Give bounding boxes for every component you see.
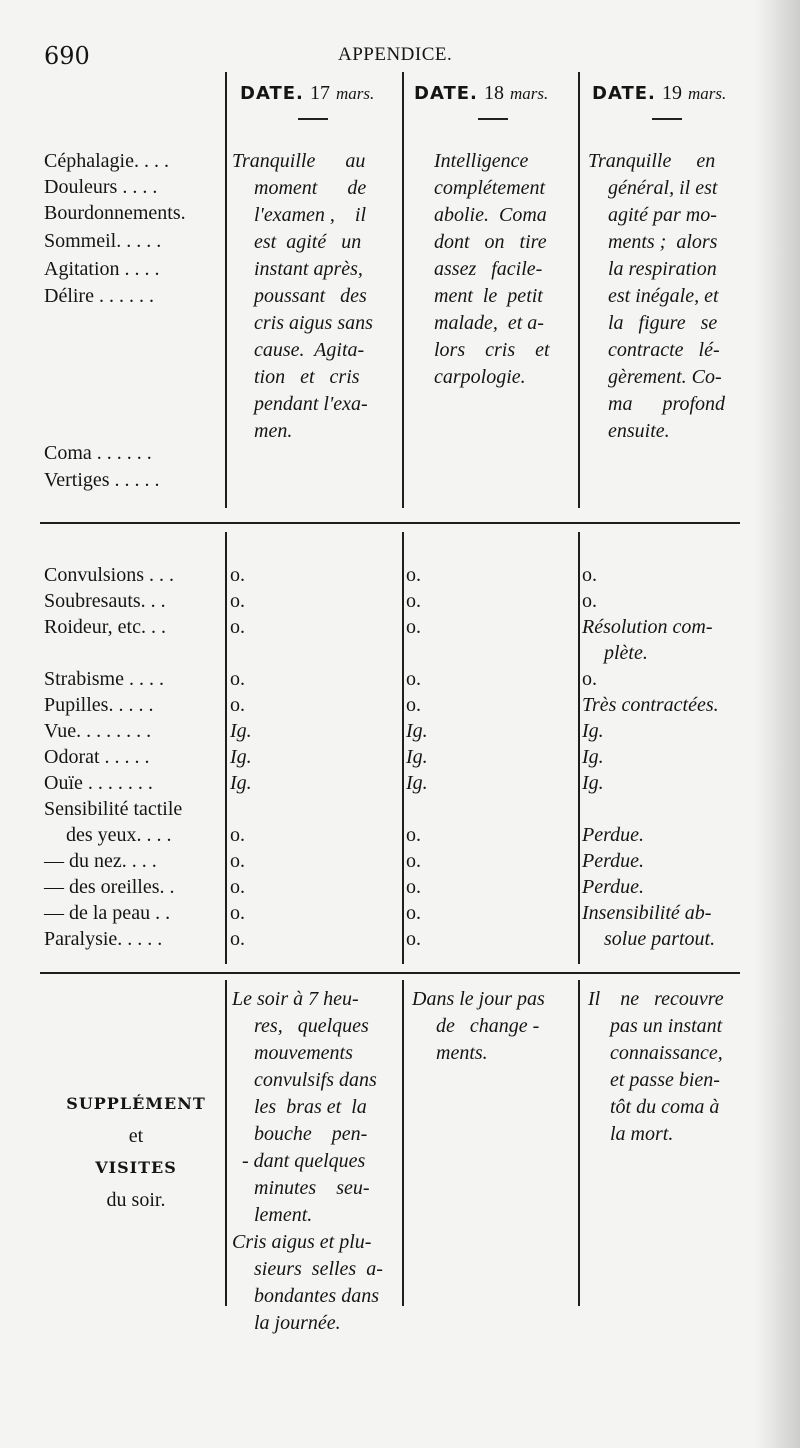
text-line: convulsifs dans [254,1069,377,1091]
value-soubresauts-17: o. [230,590,245,612]
text-line: la mort. [610,1123,674,1145]
value-des-oreilles-17: o. [230,876,245,898]
text-line: - dant quelques [242,1150,366,1172]
row-label-agitation: Agitation . . . . [44,258,160,280]
row-label-soubresauts: Soubresauts. . . [44,590,166,612]
text-line: Tranquille au [232,150,366,172]
value-des-oreilles-18: o. [406,876,421,898]
value-roideur-19: Résolution com- [582,616,713,638]
row-label-ouie: Ouïe . . . . . . . [44,772,153,794]
supplement-label [44,1094,228,1212]
evening-19-mars [588,986,724,1148]
text-line: abolie. Coma [434,204,547,226]
value-convulsions-19: o. [582,564,597,586]
value-ouie-18: Ig. [406,772,428,794]
value-soubresauts-18: o. [406,590,421,612]
text-line: moment de [254,177,367,199]
observation-17-mars [232,148,373,445]
row-label-strabisme: Strabisme . . . . [44,668,164,690]
value-roideur-18: o. [406,616,421,638]
text-line: Il ne recouvre [588,988,724,1010]
text-line: gèrement. Co- [608,366,722,388]
row-label-odorat: Odorat . . . . . [44,746,150,768]
date-header-1 [240,82,374,105]
date-day: 19 [661,82,682,104]
row-label-des-yeux: des yeux. . . . [66,824,172,846]
column-rule-2c [402,980,404,1306]
value-de-la-peau-19: Insensibilité ab- [582,902,712,924]
value-convulsions-18: o. [406,564,421,586]
text-line: poussant des [254,285,367,307]
value-des-yeux-19: Perdue. [582,824,645,846]
row-label-delire: Délire . . . . . . [44,285,154,307]
text-line: cris aigus sans [254,312,373,334]
value-vue-17: Ig. [230,720,252,742]
value-pupilles-17: o. [230,694,245,716]
running-title: APPENDICE. [338,44,453,65]
value-vue-18: Ig. [406,720,428,742]
section-divider-1 [40,522,740,524]
value-convulsions-17: o. [230,564,245,586]
value-strabisme-18: o. [406,668,421,690]
row-label-paralysie: Paralysie. . . . . [44,928,163,950]
text-line: est agité un [254,231,362,253]
text-line: instant après, [254,258,363,280]
text-line: pas un instant [610,1015,723,1037]
text-line: sieurs selles a- [254,1258,383,1280]
text-line: ensuite. [608,420,670,442]
text-line: les bras et la [254,1096,367,1118]
text-line: dont on tire [434,231,547,253]
text-line: bondantes dans [254,1285,379,1307]
value-du-nez-17: o. [230,850,245,872]
text-line: carpologie. [434,366,526,388]
date-day: 17 [309,82,330,104]
column-rule-2b [402,532,404,964]
text-line: est inégale, et [608,285,719,307]
text-line: Le soir à 7 heu- [232,988,359,1010]
text-line: tion et cris [254,366,360,388]
date-label: DATE. [592,83,656,104]
text-line: cause. Agita- [254,339,365,361]
value-des-yeux-17: o. [230,824,245,846]
page-number: 690 [44,42,90,70]
text-line: assez facile- [434,258,543,280]
value-ouie-17: Ig. [230,772,252,794]
header-dash-3 [652,118,682,120]
text-line: la journée. [254,1312,341,1334]
row-label-pupilles: Pupilles. . . . . [44,694,154,716]
text-line: minutes seu- [254,1177,370,1199]
supplement-title: SUPPLÉMENT [66,1094,206,1113]
text-line: res, quelques [254,1015,369,1037]
value-pupilles-18: o. [406,694,421,716]
text-line: ments ; alors [608,231,718,253]
text-line: mouvements [254,1042,353,1064]
value-de-la-peau-18: o. [406,902,421,924]
text-line: l'examen , il [254,204,367,226]
value-pupilles-19: Très contractées. [582,694,719,716]
row-label-des-oreilles: — des oreilles. . [44,876,175,898]
header-dash-2 [478,118,508,120]
text-line: pendant l'exa- [254,393,368,415]
evening-18-mars [412,986,545,1067]
row-label-vue: Vue. . . . . . . . [44,720,152,742]
column-rule-3 [578,72,580,508]
row-label-sensibilite-tactile: Sensibilité tactile [44,798,183,820]
text-line: général, il est [608,177,718,199]
column-rule-1b [225,532,227,964]
value-odorat-17: Ig. [230,746,252,768]
date-month: mars. [509,84,549,103]
text-line: la respiration [608,258,717,280]
text-line: de change - [436,1015,540,1037]
value-roideur-19-cont: plète. [604,642,648,664]
value-de-la-peau-17: o. [230,902,245,924]
text-line: ments. [436,1042,488,1064]
row-label-cephalagie: Céphalagie. . . . [44,150,169,172]
row-label-coma: Coma . . . . . . [44,442,152,464]
value-paralysie-19: solue partout. [604,928,716,950]
column-rule-2 [402,72,404,508]
row-label-douleurs: Douleurs . . . . [44,176,158,198]
supplement-et: et [128,1125,144,1147]
text-line: agité par mo- [608,204,717,226]
text-line: lors cris et [434,339,550,361]
row-label-de-la-peau: — de la peau . . [44,902,171,924]
row-label-roideur: Roideur, etc. . . [44,616,166,638]
date-label: DATE. [240,83,304,104]
text-line: men. [254,420,293,442]
value-du-nez-19: Perdue. [582,850,645,872]
value-soubresauts-19: o. [582,590,597,612]
date-month: mars. [687,84,727,103]
row-label-bourdonnements: Bourdonnements. [44,202,186,224]
value-du-nez-18: o. [406,850,421,872]
observation-19-mars [588,148,725,445]
header-dash-1 [298,118,328,120]
text-line: la figure se [608,312,718,334]
text-line: Intelligence [434,150,529,172]
date-day: 18 [483,82,504,104]
value-des-oreilles-19: Perdue. [582,876,645,898]
page-edge-shadow [754,0,800,1448]
value-odorat-18: Ig. [406,746,428,768]
text-line: Dans le jour pas [412,988,545,1010]
column-rule-3c [578,980,580,1306]
date-header-2 [414,82,548,105]
row-label-vertiges: Vertiges . . . . . [44,469,160,491]
section-divider-2 [40,972,740,974]
value-odorat-19: Ig. [582,746,604,768]
row-label-convulsions: Convulsions . . . [44,564,175,586]
value-des-yeux-18: o. [406,824,421,846]
text-line: Cris aigus et plu- [232,1231,372,1253]
text-line: tôt du coma à [610,1096,720,1118]
date-month: mars. [335,84,375,103]
value-strabisme-17: o. [230,668,245,690]
supplement-du-soir: du soir. [106,1189,166,1211]
value-paralysie-18: o. [406,928,421,950]
row-label-du-nez: — du nez. . . . [44,850,157,872]
column-rule-1 [225,72,227,508]
evening-17-mars [232,986,383,1337]
text-line: complétement [434,177,546,199]
text-line: lement. [254,1204,313,1226]
text-line: ma profond [608,393,726,415]
supplement-visites: VISITES [95,1158,177,1177]
value-roideur-17: o. [230,616,245,638]
text-line: et passe bien- [610,1069,720,1091]
value-vue-19: Ig. [582,720,604,742]
text-line: Tranquille en [588,150,716,172]
text-line: ment le petit [434,285,543,307]
date-header-3 [592,82,726,105]
value-ouie-19: Ig. [582,772,604,794]
row-label-sommeil: Sommeil. . . . . [44,230,162,252]
date-label: DATE. [414,83,478,104]
column-rule-3b [578,532,580,964]
text-line: contracte lé- [608,339,720,361]
value-paralysie-17: o. [230,928,245,950]
value-strabisme-19: o. [582,668,597,690]
text-line: bouche pen- [254,1123,368,1145]
observation-18-mars [434,148,550,391]
text-line: malade, et a- [434,312,544,334]
text-line: connaissance, [610,1042,723,1064]
